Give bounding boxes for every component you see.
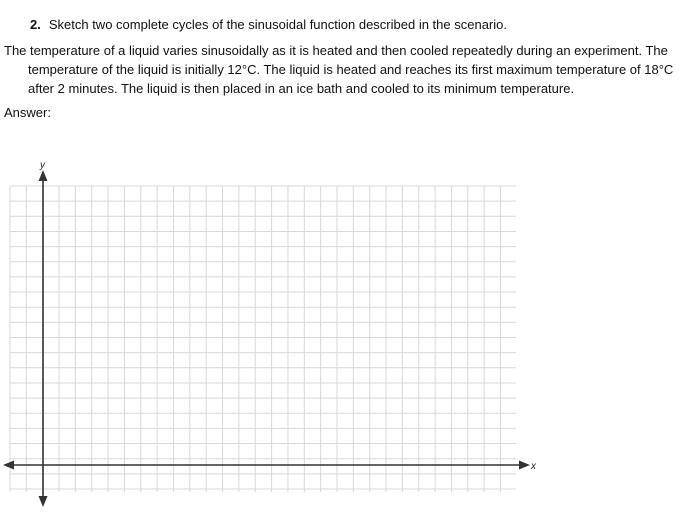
answer-label: Answer: xyxy=(4,105,51,120)
scenario-line-3: after 2 minutes. The liquid is then placed in an ice bath and cooled to its minimum temperature. xyxy=(28,81,575,96)
question-prompt: Sketch two complete cycles of the sinusoidal function described in the scenario. xyxy=(48,17,507,32)
scenario-line-2: temperature of the liquid is initially 12°C. The liquid is heated and reaches its first maximum temperature of 18°C xyxy=(28,62,674,77)
question-number: 2. xyxy=(30,17,41,32)
question-line xyxy=(30,16,507,34)
x-axis-label: x xyxy=(531,461,536,472)
scenario-paragraph xyxy=(4,41,684,98)
y-axis-label: y xyxy=(40,160,45,171)
grid-lines xyxy=(10,186,516,492)
x-axis-arrow-right-icon xyxy=(519,461,530,470)
scenario-line-1: The temperature of a liquid varies sinusoidally as it is heated and then cooled repeatedly during an experiment. The xyxy=(4,43,668,58)
y-axis-arrow-down-icon xyxy=(39,496,48,507)
y-axis-arrow-up-icon xyxy=(39,170,48,181)
answer-graph-grid[interactable] xyxy=(0,150,560,512)
x-axis-arrow-left-icon xyxy=(3,461,14,470)
